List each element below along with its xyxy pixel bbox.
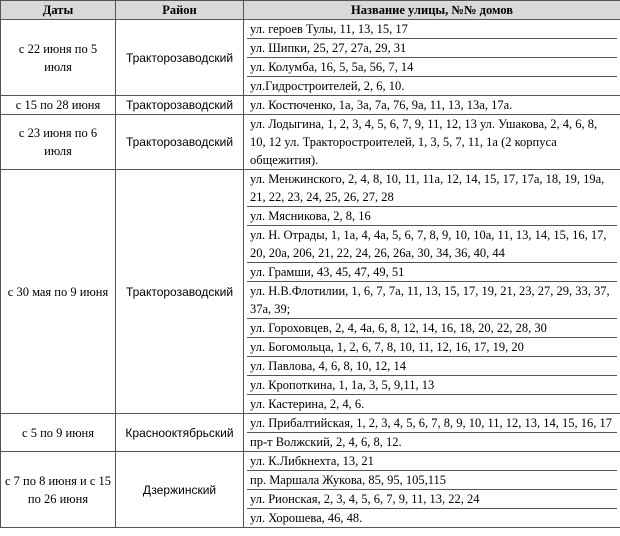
street-list xyxy=(244,452,620,528)
street-entry: ул. Костюченко, 1а, 3а, 7а, 76, 9а, 11, 13, 13а, 17а. xyxy=(250,98,513,112)
street-entry: ул. Мясникова, 2, 8, 16 xyxy=(247,207,617,226)
street-entry: ул. Гороховцев, 2, 4, 4а, 6, 8, 12, 14, 16, 18, 20, 22, 28, 30 xyxy=(247,319,617,338)
district-name: Краснооктябрьский xyxy=(116,414,244,452)
street-entry: пр. Маршала Жукова, 85, 95, 105,115 xyxy=(247,471,617,490)
street-entry: ул. Кропоткина, 1, 1а, 3, 5, 9,11, 13 xyxy=(247,376,617,395)
street-entry: ул. Колумба, 16, 5, 5а, 56, 7, 14 xyxy=(247,58,617,77)
district-name: Тракторозаводский xyxy=(116,170,244,414)
header-streets: Название улицы, №№ домов xyxy=(244,1,620,20)
date-range: с 5 по 9 июня xyxy=(1,414,116,452)
street-entry: ул. Рионская, 2, 3, 4, 5, 6, 7, 9, 11, 13, 22, 24 xyxy=(247,490,617,509)
street-entry: ул. Прибалтийская, 1, 2, 3, 4, 5, 6, 7, 8, 9, 10, 11, 12, 13, 14, 15, 16, 17 xyxy=(247,414,617,433)
street-entry: ул. Богомольца, 1, 2, 6, 7, 8, 10, 11, 12, 16, 17, 19, 20 xyxy=(247,338,617,357)
street-entry: ул. Лодыгина, 1, 2, 3, 4, 5, 6, 7, 9, 11, 12, 13 ул. Ушакова, 2, 4, 6, 8, 10, 12 ул. Тракторостроителей, 1, 3, 5, 7, 11, 1а (2 корпуса общежития). xyxy=(250,117,598,167)
table-row xyxy=(1,20,620,96)
street-entry: ул. Хорошева, 46, 48. xyxy=(250,511,363,525)
street-list xyxy=(244,170,620,414)
street-entry: ул. Менжинского, 2, 4, 8, 10, 11, 11а, 12, 14, 15, 17, 17а, 18, 19, 19а, 21, 22, 23, 24, 25, 26, 27, 28 xyxy=(247,170,617,207)
district-name: Тракторозаводский xyxy=(116,20,244,96)
street-entry: ул. героев Тулы, 11, 13, 15, 17 xyxy=(247,20,617,39)
street-entry: ул. Н. Отрады, 1, 1а, 4, 4а, 5, 6, 7, 8, 9, 10, 10а, 11, 13, 14, 15, 16, 17, 20, 20а, 206, 21, 22, 24, 26, 26а, 30, 34, 36, 40, 44 xyxy=(247,226,617,263)
table-row xyxy=(1,170,620,414)
street-entry: ул. Кастерина, 2, 4, 6. xyxy=(250,397,365,411)
street-entry: ул.Гидростроителей, 2, 6, 10. xyxy=(250,79,405,93)
street-entry: пр-т Волжский, 2, 4, 6, 8, 12. xyxy=(250,435,402,449)
header-dates: Даты xyxy=(1,1,116,20)
district-name: Дзержинский xyxy=(116,452,244,528)
street-list xyxy=(244,115,620,170)
street-entry: ул. К.Либкнехта, 13, 21 xyxy=(247,452,617,471)
table-row xyxy=(1,414,620,452)
street-entry: ул. Грамши, 43, 45, 47, 49, 51 xyxy=(247,263,617,282)
date-range: с 7 по 8 июня и с 15 по 26 июня xyxy=(1,452,116,528)
street-list xyxy=(244,414,620,452)
street-entry: ул. Павлова, 4, 6, 8, 10, 12, 14 xyxy=(247,357,617,376)
date-range: с 22 июня по 5 июля xyxy=(1,20,116,96)
date-range: с 15 по 28 июня xyxy=(1,96,116,115)
district-name: Тракторозаводский xyxy=(116,115,244,170)
street-list xyxy=(244,96,620,115)
street-entry: ул. Н.В.Флотилии, 1, 6, 7, 7а, 11, 13, 15, 17, 19, 21, 23, 27, 29, 33, 37, 37а, 39; xyxy=(247,282,617,319)
district-name: Тракторозаводский xyxy=(116,96,244,115)
street-entry: ул. Шипки, 25, 27, 27а, 29, 31 xyxy=(247,39,617,58)
table-row xyxy=(1,452,620,528)
header-row xyxy=(1,1,620,20)
date-range: с 23 июня по 6 июля xyxy=(1,115,116,170)
table-row xyxy=(1,96,620,115)
date-range: с 30 мая по 9 июня xyxy=(1,170,116,414)
street-list xyxy=(244,20,620,96)
table-row xyxy=(1,115,620,170)
header-district: Район xyxy=(116,1,244,20)
